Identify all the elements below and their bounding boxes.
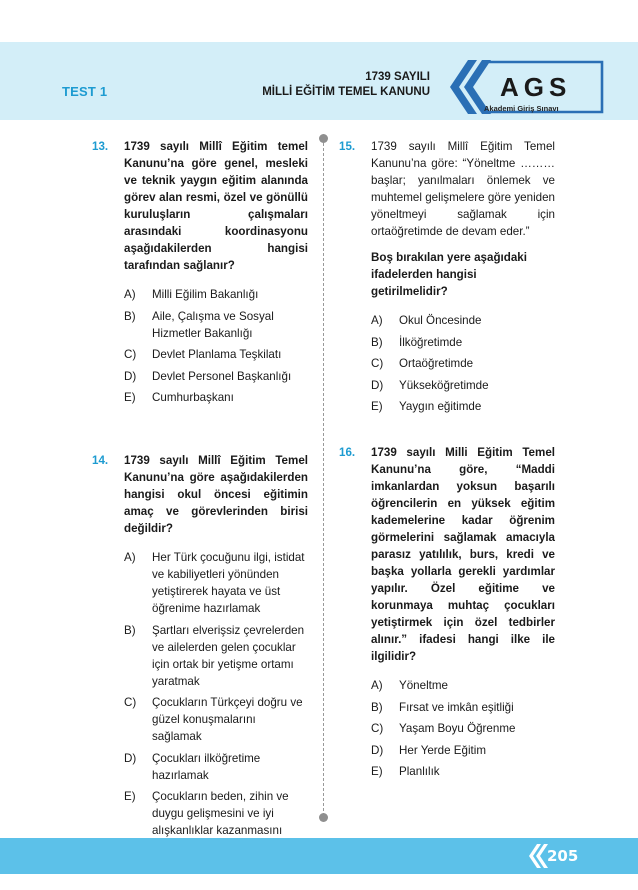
question-number: 13. [92,140,109,153]
header-title-line2: MİLLİ EĞİTİM TEMEL KANUNU [262,86,430,98]
question-stem: 1739 sayılı Millî Eğitim Temel Kanunu’na göre aşağıdakilerden hangisi okul öncesi eğitimin amaç ve görevlerinden birisi değildir? [124,454,308,535]
question-13 [92,138,308,411]
option-list [124,286,308,406]
option-a[interactable]: A) Milli Eğilim Bakanlığı [124,288,259,301]
question-stem: 1739 sayılı Milli Eğitim Temel Kanunu’na göre, “Maddi imkanlardan yoksun başarılı öğrencilerin en yüksek eğitim kademelerine kadar öğrenim görmelerini sağlamak amacıyla parasız yatılılık, burs, kredi ve başka yollarla gerekli yardımlar yapılır. Özel eğitime ve korunmaya muhtaç çocukları yetiştirmek için özel tedbirler alınır.” ifadesi hangi ilke ile ilgilidir? [371,446,555,663]
option-e[interactable]: E) Çocukların beden, zihin ve duygu gelişmesini ve iyi alışkanlıklar kazanmasını [124,790,289,837]
option-list [124,549,308,856]
option-d[interactable]: D) Her Yerde Eğitim [371,743,486,757]
question-16 [339,444,555,785]
logo-subtitle: Akademi Giriş Sınavı [484,104,559,113]
header-title [262,70,430,100]
question-14 [92,452,308,861]
question-number: 14. [92,454,109,467]
option-b[interactable]: B) İlköğretimde [371,335,463,349]
option-d[interactable]: D) Çocukları ilköğretime hazırlamak [124,751,261,782]
question-instruction: Boş bırakılan yere aşağıdaki ifadelerden hangisi getirilmelidir? [371,251,527,298]
option-c[interactable]: C) Ortaöğretimde [371,357,474,370]
option-e[interactable]: E) Yaygın eğitimde [371,400,482,413]
option-b[interactable]: B) Şartları elverişsiz çevrelerden ve ailelerden gelen çocuklar için ortak bir yetişme ortamı yaratmak [124,623,305,688]
question-stem: 1739 sayılı Millî Eğitim temel Kanunu’na göre genel, mesleki ve teknik yaygın eğitim alanında görev alan resmi, özel ve gönüllü kuruluşların çalışmaları arasındaki koordinasyonu aşağıdakilerden hangisi tarafından sağlanır? [124,140,308,272]
page-number: 205 [547,847,579,865]
option-list [371,677,555,780]
option-e[interactable]: E) Planlılık [371,765,440,778]
column-divider [323,138,324,816]
option-a[interactable]: A) Okul Öncesinde [371,314,482,327]
test-label: TEST 1 [62,84,108,99]
option-e[interactable]: E) Cumhurbaşkanı [124,391,234,404]
logo-text: AGS [500,72,572,102]
option-a[interactable]: A) Her Türk çocuğunu ilgi, istidat ve kabiliyetleri yönünden yetiştirerek hayata ve üst öğrenime hazırlamak [124,551,305,615]
option-b[interactable]: B) Aile, Çalışma ve Sosyal Hizmetler Bakanlığı [124,309,274,340]
option-a[interactable]: A) Yöneltme [371,679,448,692]
question-number: 16. [339,446,356,459]
option-d[interactable]: D) Devlet Personel Başkanlığı [124,369,292,383]
divider-dot [319,813,328,822]
divider-dot [319,134,328,143]
header-title-line1: 1739 SAYILI [365,71,430,83]
option-c[interactable]: C) Çocukların Türkçeyi doğru ve güzel konuşmalarını sağlamak [124,696,303,743]
option-d[interactable]: D) Yükseköğretimde [371,378,489,392]
option-c[interactable]: C) Devlet Planlama Teşkilatı [124,348,282,361]
option-c[interactable]: C) Yaşam Boyu Öğrenme [371,722,516,735]
option-b[interactable]: B) Fırsat ve imkân eşitliği [371,700,514,714]
question-number: 15. [339,140,356,153]
option-list [371,312,555,415]
question-stem: 1739 sayılı Millî Eğitim Temel Kanunu’na göre: “Yöneltme ……… başlar; yanılmaları önlemek ve muhtemel gelişmelere göre yeniden yöneltmeyi sağlamak için ortaöğretimde de devam eder.” [371,140,555,238]
question-15 [339,138,555,420]
